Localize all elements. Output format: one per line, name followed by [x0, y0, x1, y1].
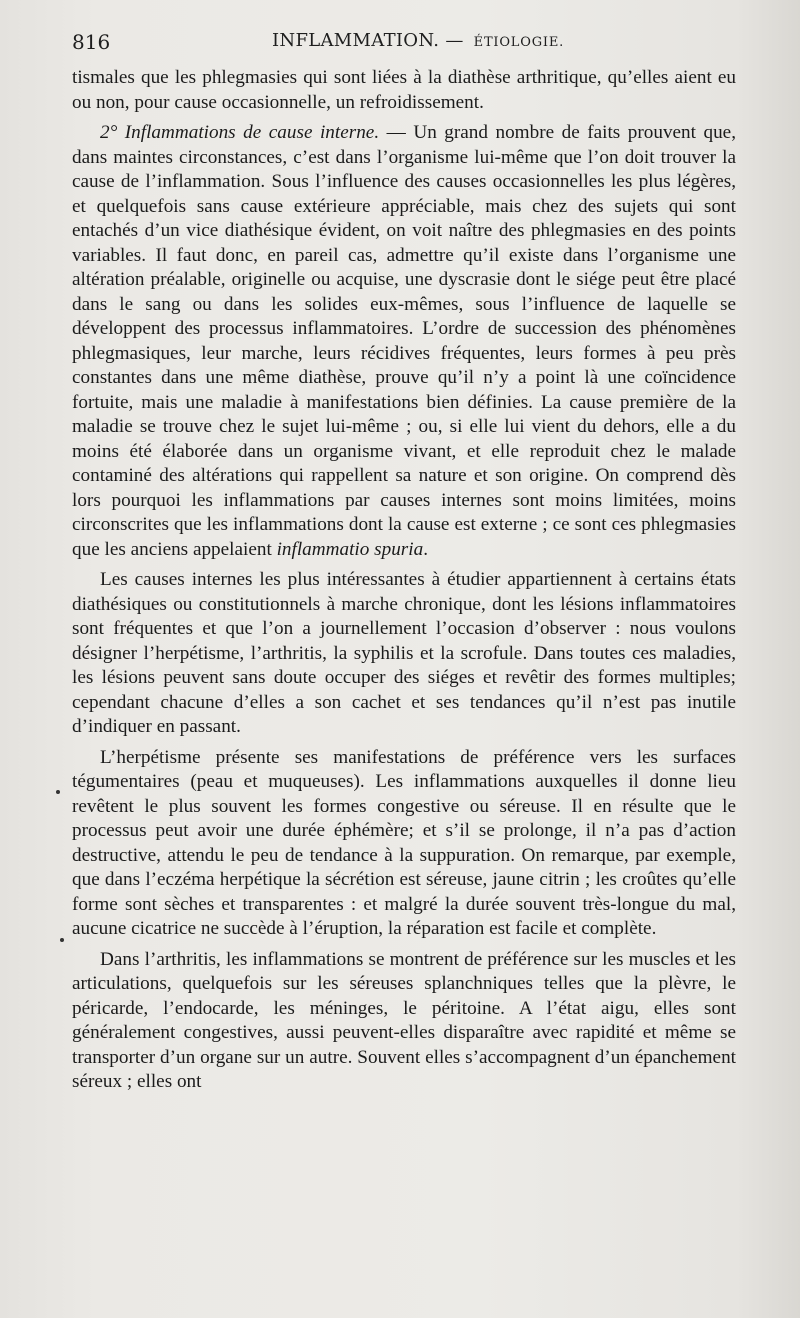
paragraph-4: [72, 746, 736, 942]
paragraph-5: [72, 948, 736, 1095]
running-head-title: INFLAMMATION.: [272, 30, 440, 51]
paragraph-2-text: — Un grand nombre de faits prouvent que, dans maintes circonstances, c’est dans l’organisme lui-même que l’on doit trouver la cause de l’inflammation. Sous l’influence des causes occasionnelles les plus légères, et quelquefois sans cause extérieure appréciable, mais chez des sujets qui sont entachés d’un vice diathésique évident, on voit naître des phlegmasies en des points variables. Il faut donc, en pareil cas, admettre qu’il existe dans l’organisme une altération préalable, originelle ou acquise, une dyscrasie dont le siége peut être placé dans le sang ou dans les solides eux-mêmes, sous l’influence de laquelle se développent des processus inflammatoires. L’ordre de succession des phénomènes phlegmasiques, leur marche, leurs récidives fréquentes, leurs formes à peu près constantes dans une même diathèse, prouve qu’il n’y a point là une coïncidence fortuite, mais une maladie à manifestations bien définies. La cause première de la maladie se trouve chez le sujet lui-même ; ou, si elle lui vient du dehors, elle a du moins été élaborée dans un organisme vivant, et elle reproduit chez le malade contaminé des altérations qui rappellent sa nature et son origine. On comprend dès lors pourquoi les inflammations par causes internes sont moins limitées, moins circonscrites que les inflammations dont la cause est externe ; ce sont ces phlegmasies que les anciens appelaient: [72, 122, 736, 560]
margin-mark: [56, 790, 60, 794]
running-head-dash: —: [445, 30, 464, 51]
paragraph-1: [72, 66, 736, 115]
paragraph-3: [72, 568, 736, 740]
page-number: 816: [72, 30, 111, 54]
page-header: [72, 30, 736, 60]
term-inflammatio-spuria: inflammatio spuria: [276, 538, 424, 560]
running-head: [272, 30, 564, 51]
paragraph-1-text: tismales que les phlegmasies qui sont liées à la diathèse arthritique, qu’elles aient eu ou non, pour cause occasionnelle, un refroidissement.: [72, 67, 736, 113]
margin-mark: [60, 938, 64, 942]
paragraph-4-text: L’herpétisme présente ses manifestations de préférence vers les surfaces tégumentaires (peau et muqueuses). Les inflammations auxquelles il donne lieu revêtent le plus souvent les formes congestive ou séreuse. Il en résulte que le processus peut avoir une durée éphémère; et s’il se prolonge, il n’a pas d’action destructive, attendu le peu de tendance à la suppuration. On remarque, par exemple, que dans l’eczéma herpétique la sécrétion est séreuse, jaune citrin ; les croûtes qu’elle forme sont sèches et transparentes : et malgré la durée souvent très-longue du mal, aucune cicatrice ne succède à l’éruption, la réparation est facile et complète.: [72, 746, 736, 939]
section-heading-internal-causes: 2° Inflammations de cause interne.: [100, 122, 380, 143]
body-text: [72, 66, 736, 1095]
paragraph-2: [72, 121, 736, 562]
paragraph-5-text: Dans l’arthritis, les inflammations se montrent de préférence sur les muscles et les articulations, quelquefois sur les séreuses splanchniques telles que la plèvre, le péricarde, l’endocarde, les méninges, le péritoine. A l’état aigu, elles sont généralement congestives, aussi peuvent-elles disparaître avec rapidité et même se transporter d’un organe sur un autre. Souvent elles s’accompagnent d’un épanchement séreux ; elles ont: [72, 948, 736, 1092]
paragraph-3-text: Les causes internes les plus intéressantes à étudier appartiennent à certains états diathésiques ou constitutionnels à marche chronique, dont les lésions inflammatoires sont fréquentes et que l’on a journellement l’occasion d’observer : nous voulons désigner l’herpétisme, l’arthritis, la syphilis et la scrofule. Dans toutes ces maladies, les lésions peuvent sans doute occuper des siéges et revêtir des formes multiples; cependant chacune d’elles a son cachet et ses tendances qu’il n’est pas inutile d’indiquer en passant.: [72, 569, 736, 737]
paragraph-2-tail: .: [423, 538, 428, 560]
running-head-subtitle: ÉTIOLOGIE.: [473, 35, 565, 50]
